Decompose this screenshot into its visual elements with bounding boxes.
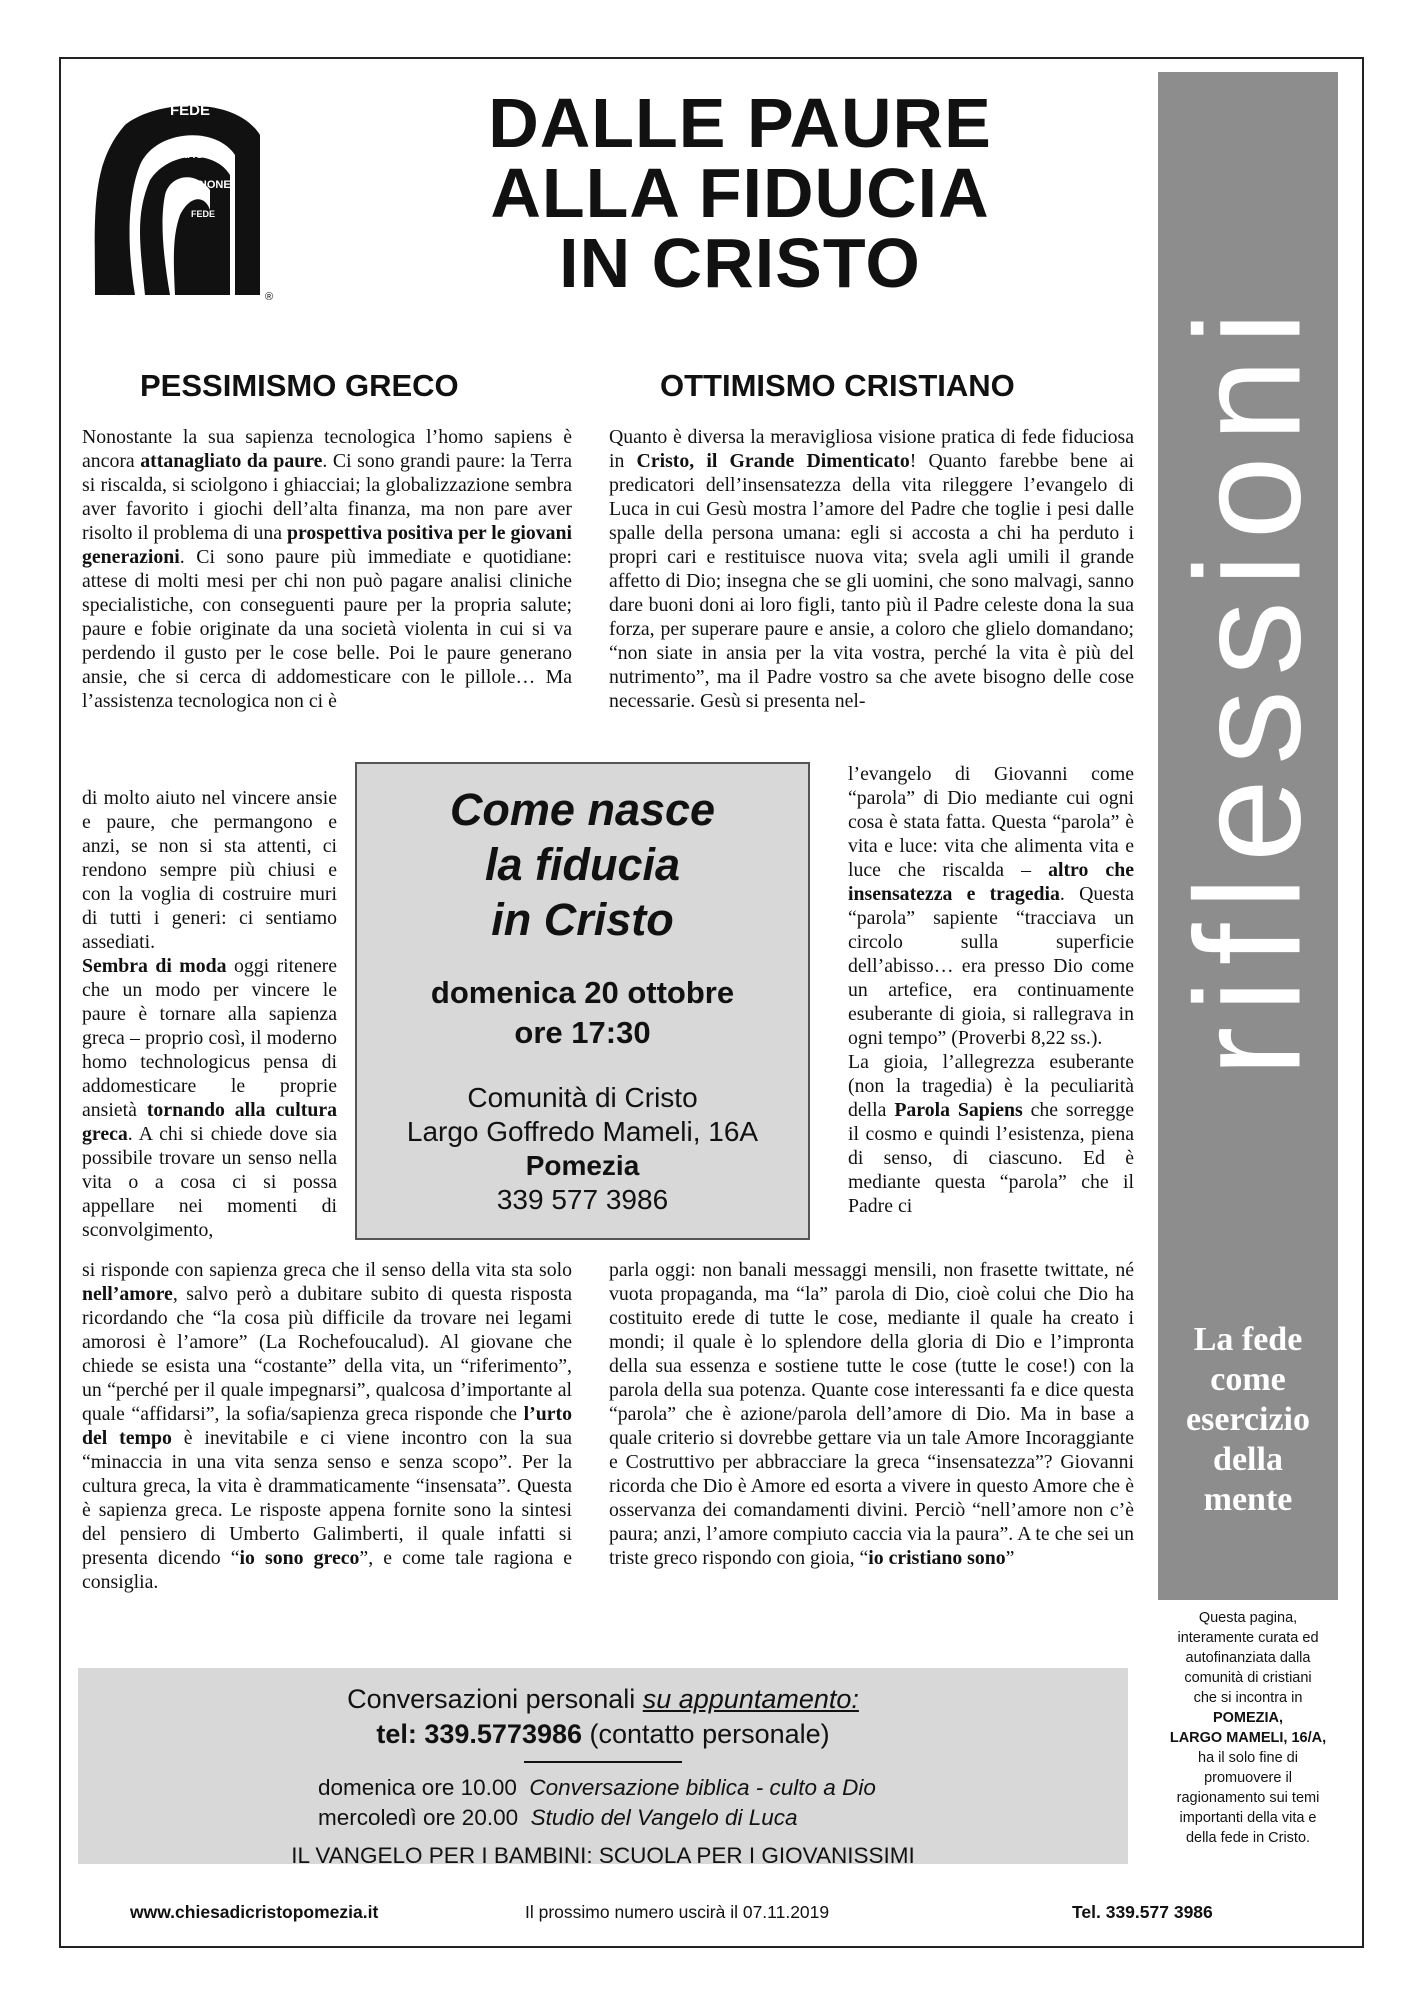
divider (524, 1761, 682, 1763)
heading-ottimismo-cristiano: OTTIMISMO CRISTIANO (660, 368, 1015, 403)
schedule-wednesday: mercoledì ore 20.00 Studio del Vangelo di Luca (318, 1805, 798, 1830)
event-box (355, 762, 810, 1240)
event-title: Come nasce la fiducia in Cristo (449, 784, 716, 945)
right-article-bottom: parla oggi: non banali messaggi mensili, non frasette twittate, né vuota propaganda, ma “la” parola di Dio, cioè colui che Dio ha costituito erede di tutte le cose, mediante il quale ha creato i mondi; il quale è lo splendore della gloria di Dio e l’impronta della sua essenza e sostiene tutte le cose (tutte le cose!) con la parola della sua potenza. Quante cose interessanti fa e dice questa “parola” che è azione/parola dell’amore di Dio. Ma in base a quale criterio si dovrebbe gettare via un tale Amore Incoraggiante e Costruttivo per abbracciare la greca “insensatezza”? Giovanni ricorda che Dio è Amore ed esorta a vivere in questo Amore che è osservanza dei comandamenti divini. Perciò “nell’amore non c’è paura; anzi, l’amore compiuto caccia via la paura”. A te che sei un triste greco rispondo con gioia, “io cristiano sono” (609, 1259, 1134, 1569)
logo-word-ragione-1: RAGIONE (179, 149, 231, 161)
logo-word-ragione-2: RAGIONE (179, 179, 231, 191)
left-article-bottom: si risponde con sapienza greca che il senso della vita sta solo nell’amore, salvo però a dubitare subito di questa risposta ricordando che “la cosa più difficile da trovare nei legami amorosi è l’amore” (La Rochefoucalud). Al giovane che chiede se esista una “costante” della vita, un “riferimento”, un “perché per il quale impegnarsi”, qualcosa d’importante al quale “affidarsi”, la sofia/sapienza greca risponde che l’urto del tempo è inevitabile e ci viene incontro con la sua “minaccia in una vita senza senso e senza scopo”. Per la cultura greca, la vita è drammaticamente “insensata”. Questa è sapienza greca. Le risposte appena fornite sono la sintesi del pensiero di Umberto Galimberti, il quale infatti si presenta dicendo “io sono greco”, e come tale ragiona e consiglia. (82, 1259, 572, 1593)
event-datetime: domenica 20 ottobre ore 17:30 (430, 975, 735, 1050)
appointments-box (78, 1668, 1128, 1868)
heading-pessimismo-greco: PESSIMISMO GRECO (140, 368, 459, 403)
faith-reason-logo (85, 95, 285, 305)
title-line-1: DALLE PAURE (488, 84, 992, 162)
sidebar-note: Questa pagina, interamente curata ed autofinanziata dalla comunità di cristiani che si incontra in POMEZIA, LARGO MAMELI, 16/A, ha il solo fine di promuovere il ragionamento sui temi importanti della vita e della fede in Cristo. (1169, 1610, 1327, 1846)
left-article-narrow: di molto aiuto nel vincere ansie e paure, che permangono e anzi, se non si sta attenti, ci rendono sempre più chiusi e con la voglia di costruire muri di tutti i generi: ci sentiamo assediati. Sembra di moda oggi ritenere che un modo per vincere le paure è tornare alla sapienza greca – proprio così, il moderno homo technologicus pensa di addomesticare le proprie ansietà tornando alla cultura greca. A chi si chiede dove sia possibile trovare un senso nella vita o a cosa ci si possa appellare nei momenti di sconvolgimento, (82, 787, 337, 1241)
title-line-2: ALLA FIDUCIA (490, 154, 990, 232)
website-link[interactable]: www.chiesadicristopomezia.it (130, 1902, 379, 1922)
children-school-line: IL VANGELO PER I BAMBINI: SCUOLA PER I GIOVANISSIMI (291, 1843, 915, 1868)
title-line-3: IN CRISTO (559, 224, 921, 302)
right-article-top: Quanto è diversa la meravigliosa visione pratica di fede fiduciosa in Cristo, il Grande Dimenticato! Quanto farebbe bene ai predicatori dell’insensatezza della vita rileggere l’evangelo di Luca in cui Gesù mostra l’amore del Padre che toglie i pesi dalle spalle della persona umana: egli si accosta a chi ha perduto i propri cari e restituisce nuova vita; svela agli umili il grande affetto di Dio; insegna che se gli uomini, che sono malvagi, sanno dare buoni doni ai loro figli, tanto più il Padre celeste dona la sua forza, per superare paure e ansie, a coloro che glielo domandano; “non siate in ansia per la vita vostra, perché la vita è più del nutrimento”, ma il Padre vostro sa che avete bisogno delle cose necessarie. Gesù si presenta nel- (609, 426, 1135, 712)
bottom-phone: Tel. 339.577 3986 (1072, 1902, 1213, 1922)
logo-word-fede-bottom: FEDE (190, 209, 216, 219)
logo-word-fede-top: FEDE (169, 102, 211, 119)
logo-registered-mark: ® (265, 291, 274, 303)
right-article-narrow: l’evangelo di Giovanni come “parola” di Dio mediante cui ogni cosa è stata fatta. Questa “parola” è vita e luce: vita che alimenta vita e luce che riscalda – altro che insensatezza e tragedia. Questa “parola” sapiente “tracciava un circolo sulla superficie dell’abisso… era presso Dio come un artefice, era continuamente esuberante di gioia, si rallegrava in ogni tempo” (Proverbi 8,22 ss.). La gioia, l’allegrezza esuberante (non la tragedia) è la peculiarità della Parola Sapiens che sorregge il cosmo e quindi l’esistenza, piena di senso, di ciascuno. Ed è mediante questa “parola” che il Padre ci (848, 763, 1134, 1217)
event-location: Comunità di Cristo Largo Goffredo Mameli, 16A Pomezia 339 577 3986 (406, 1082, 759, 1215)
sidebar-word: riflessioni (1163, 297, 1332, 1077)
conversations-line: Conversazioni personali su appuntamento: (347, 1684, 859, 1714)
schedule-sunday: domenica ore 10.00 Conversazione biblica - culto a Dio (318, 1775, 876, 1800)
contact-phone-line: tel: 339.5773986 (contatto personale) (376, 1719, 830, 1749)
left-article-top: Nonostante la sua sapienza tecnologica l’homo sapiens è ancora attanagliato da paure. Ci sono grandi paure: la Terra si riscalda, si sciolgono i ghiacciai; la globalizzazione sembra aver favorito i giochi dell’alta finanza, ma non pare aver risolto il problema di una prospettiva positiva per le giovani generazioni. Ci sono paure più immediate e quotidiane: attese di molti mesi per chi non può pagare analisi cliniche specialistiche, con conseguenti paure per la propria salute; paure e fobie originate da una società violenta in cui si va perdendo il gusto per le cose belle. Poi le paure generano ansie, che si cerca di addomesticare con le pillole… Ma l’assistenza tecnologica non ci è (82, 426, 573, 712)
page-title (400, 84, 1080, 302)
sidebar-motto: La fede come esercizio della mente (1186, 1321, 1310, 1518)
next-issue-note: Il prossimo numero uscirà il 07.11.2019 (525, 1902, 830, 1922)
